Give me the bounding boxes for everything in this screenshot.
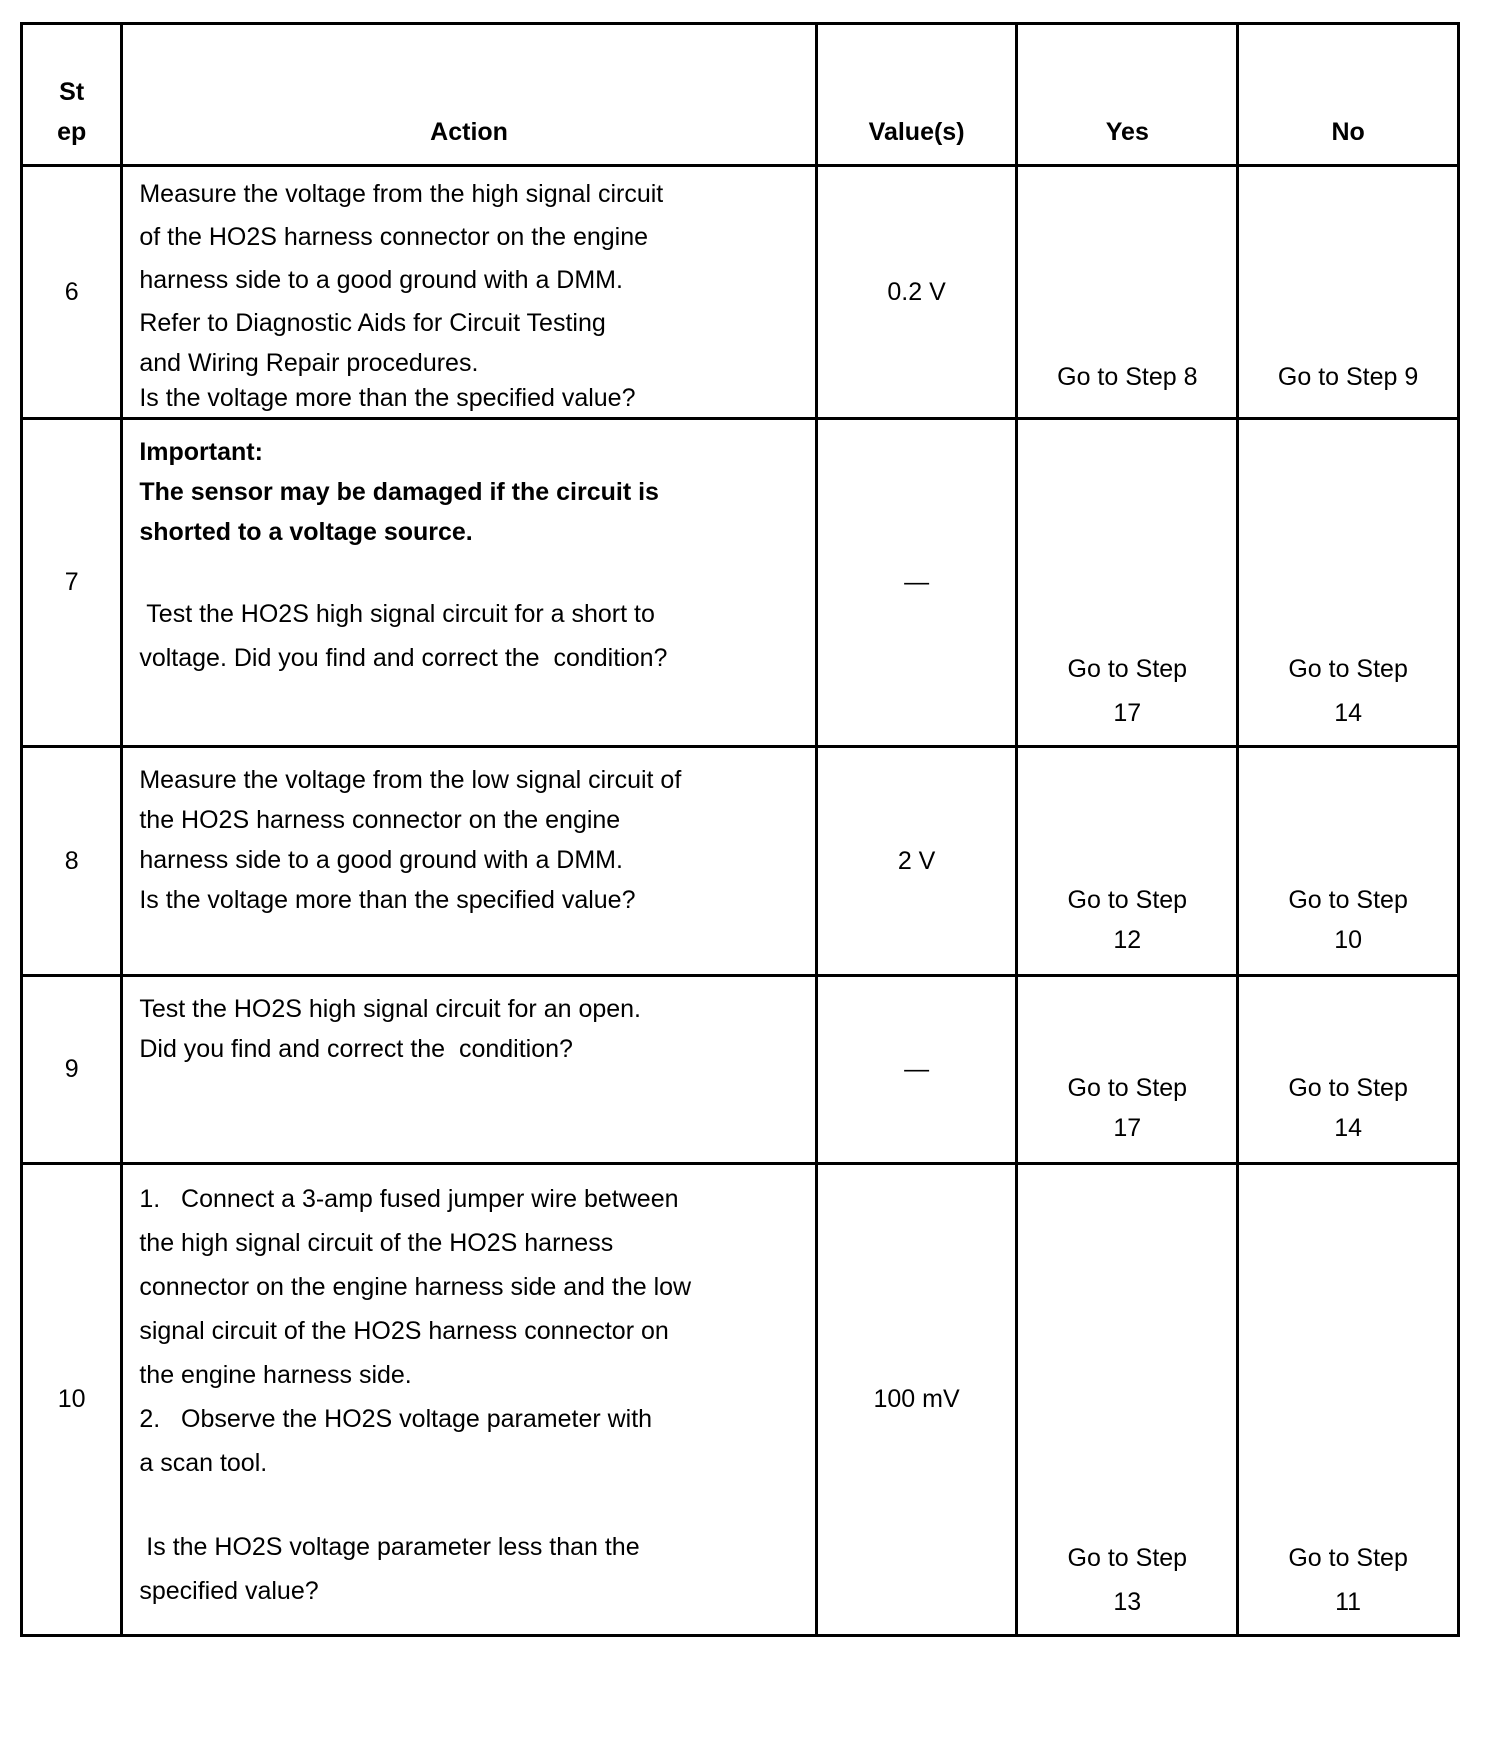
action-line: signal circuit of the HO2S harness connector on — [139, 1317, 669, 1345]
action-line: 2. Observe the HO2S voltage parameter with — [139, 1405, 653, 1433]
action-line: the high signal circuit of the HO2S harness — [139, 1229, 614, 1257]
action-question: specified value? — [139, 1577, 319, 1605]
action-text — [122, 747, 816, 976]
header-row — [22, 24, 1459, 166]
action-line: Measure the voltage from the low signal circuit of — [139, 766, 682, 794]
action-text — [122, 166, 816, 419]
action-line: and Wiring Repair procedures. — [139, 349, 479, 377]
no-goto — [1238, 747, 1459, 976]
important-label: Important: — [139, 438, 263, 466]
action-line: the HO2S harness connector on the engine — [139, 806, 621, 834]
action-line: a scan tool. — [139, 1449, 268, 1477]
step-number: 6 — [22, 166, 122, 419]
action-line: connector on the engine harness side and the low — [139, 1273, 692, 1301]
table-row — [22, 419, 1459, 747]
action-question: Is the HO2S voltage parameter less than the — [139, 1533, 640, 1561]
value-cell: 0.2 V — [816, 166, 1017, 419]
goto-step: 13 — [1113, 1588, 1142, 1616]
value-cell: 2 V — [816, 747, 1017, 976]
yes-goto — [1017, 747, 1238, 976]
warning-line: The sensor may be damaged if the circuit is — [139, 478, 659, 506]
goto-label: Go to Step — [1067, 886, 1188, 914]
goto-label: Go to Step — [1067, 655, 1188, 683]
no-goto — [1238, 976, 1459, 1164]
value-cell: — — [816, 976, 1017, 1164]
table-row — [22, 976, 1459, 1164]
goto-label: Go to Step — [1288, 1544, 1408, 1572]
yes-goto — [1017, 419, 1238, 747]
step-number: 8 — [22, 747, 122, 976]
table-row — [22, 166, 1459, 419]
goto-step: 14 — [1334, 1114, 1362, 1142]
no-goto — [1238, 1164, 1459, 1636]
warning-line: shorted to a voltage source. — [139, 518, 473, 546]
value-cell: — — [816, 419, 1017, 747]
goto-step: 14 — [1334, 699, 1362, 727]
action-text — [122, 1164, 816, 1636]
action-line: Measure the voltage from the high signal circuit — [139, 180, 664, 208]
action-text — [122, 419, 816, 747]
diagnostic-table — [20, 22, 1460, 1637]
action-line: Test the HO2S high signal circuit for an open. — [139, 995, 642, 1023]
goto-label: Go to Step — [1067, 1074, 1188, 1102]
action-question: voltage. Did you find and correct the condition? — [139, 644, 668, 672]
no-goto — [1238, 419, 1459, 747]
goto-label: Go to Step — [1288, 886, 1408, 914]
goto-label: Go to Step — [1288, 1074, 1408, 1102]
goto-step: 12 — [1113, 926, 1142, 954]
action-line: Test the HO2S high signal circuit for a short to — [139, 600, 655, 628]
goto-label: Go to Step — [1288, 655, 1408, 683]
goto-step: 17 — [1113, 1114, 1142, 1142]
yes-goto — [1017, 976, 1238, 1164]
step-number: 7 — [22, 419, 122, 747]
yes-goto — [1017, 1164, 1238, 1636]
action-question: Is the voltage more than the specified value? — [139, 384, 636, 412]
header-no: No — [1238, 24, 1459, 166]
step-number: 10 — [22, 1164, 122, 1636]
action-line: Refer to Diagnostic Aids for Circuit Testing — [139, 309, 606, 337]
action-text — [122, 976, 816, 1164]
yes-goto: Go to Step 8 — [1017, 166, 1238, 419]
step-number: 9 — [22, 976, 122, 1164]
action-question: Is the voltage more than the specified value? — [139, 886, 636, 914]
header-values: Value(s) — [816, 24, 1017, 166]
goto-step: 11 — [1335, 1588, 1362, 1616]
no-goto: Go to Step 9 — [1238, 166, 1459, 419]
spacer — [139, 552, 784, 592]
table-row — [22, 747, 1459, 976]
spacer — [139, 1485, 784, 1525]
header-yes: Yes — [1017, 24, 1238, 166]
action-line: harness side to a good ground with a DMM. — [139, 266, 623, 294]
header-step: St ep — [22, 24, 122, 166]
table-row — [22, 1164, 1459, 1636]
value-cell: 100 mV — [816, 1164, 1017, 1636]
action-line: 1. Connect a 3-amp fused jumper wire between — [139, 1185, 679, 1213]
header-action: Action — [122, 24, 816, 166]
goto-step: 17 — [1113, 699, 1142, 727]
goto-step: 10 — [1334, 926, 1362, 954]
action-line: harness side to a good ground with a DMM. — [139, 846, 623, 874]
action-line: the engine harness side. — [139, 1361, 412, 1389]
goto-label: Go to Step — [1067, 1544, 1188, 1572]
action-question: Did you find and correct the condition? — [139, 1035, 573, 1063]
action-line: of the HO2S harness connector on the engine — [139, 223, 649, 251]
